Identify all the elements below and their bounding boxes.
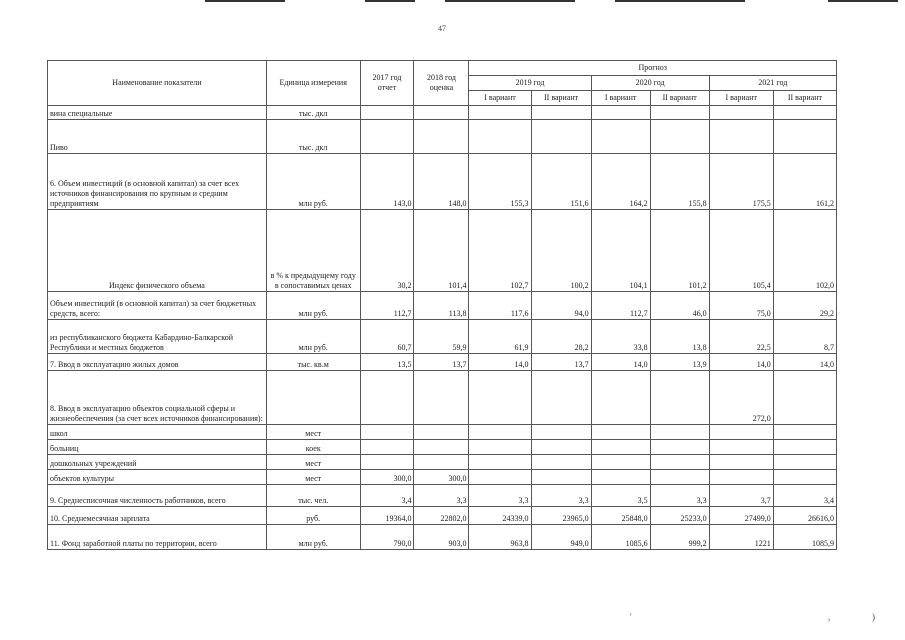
header-2020-variant-1: I вариант — [591, 91, 650, 106]
value-cell — [360, 106, 414, 120]
value-cell — [469, 455, 531, 470]
indicator-name: Объем инвестиций (в основной капитал) за счет бюджетных средств, всего: — [48, 292, 267, 320]
value-cell: 13,7 — [531, 354, 591, 371]
indicator-name: вина специальные — [48, 106, 267, 120]
value-cell: 101,4 — [414, 210, 469, 292]
value-cell: 999,2 — [650, 525, 709, 550]
unit-cell: млн руб. — [266, 154, 360, 210]
value-cell: 155,8 — [650, 154, 709, 210]
value-cell — [773, 440, 836, 455]
value-cell — [469, 440, 531, 455]
header-2020-variant-2: II вариант — [650, 91, 709, 106]
table-row — [48, 525, 837, 550]
table-body — [48, 106, 837, 550]
unit-cell: мест — [266, 455, 360, 470]
value-cell — [360, 120, 414, 154]
value-cell: 13,7 — [414, 354, 469, 371]
table-row — [48, 455, 837, 470]
value-cell — [531, 106, 591, 120]
header-2019: 2019 год — [469, 76, 591, 91]
value-cell: 27499,0 — [709, 507, 773, 525]
table-row — [48, 425, 837, 440]
value-cell: 105,4 — [709, 210, 773, 292]
unit-cell: тыс. чел. — [266, 485, 360, 507]
value-cell: 94,0 — [531, 292, 591, 320]
table-row — [48, 354, 837, 371]
value-cell — [773, 106, 836, 120]
value-cell: 3,3 — [650, 485, 709, 507]
unit-cell: тыс. дкл — [266, 120, 360, 154]
scan-top-line — [365, 0, 415, 2]
value-cell — [650, 120, 709, 154]
unit-cell: тыс. кв.м — [266, 354, 360, 371]
unit-cell — [266, 371, 360, 425]
value-cell: 1221 — [709, 525, 773, 550]
value-cell: 13,8 — [650, 320, 709, 354]
value-cell: 19364,0 — [360, 507, 414, 525]
indicator-name: Индекс физического объема — [48, 210, 267, 292]
indicator-name: Пиво — [48, 120, 267, 154]
value-cell — [773, 470, 836, 485]
value-cell — [591, 371, 650, 425]
value-cell: 75,0 — [709, 292, 773, 320]
value-cell — [531, 371, 591, 425]
value-cell: 60,7 — [360, 320, 414, 354]
value-cell: 3,4 — [360, 485, 414, 507]
value-cell: 25848,0 — [591, 507, 650, 525]
value-cell: 104,1 — [591, 210, 650, 292]
value-cell: 3,3 — [531, 485, 591, 507]
value-cell: 28,2 — [531, 320, 591, 354]
value-cell: 14,0 — [469, 354, 531, 371]
value-cell: 155,3 — [469, 154, 531, 210]
header-2021: 2021 год — [709, 76, 836, 91]
value-cell: 22802,0 — [414, 507, 469, 525]
unit-cell: млн руб. — [266, 292, 360, 320]
value-cell — [650, 106, 709, 120]
indicator-name: объектов культуры — [48, 470, 267, 485]
value-cell — [360, 440, 414, 455]
value-cell — [469, 425, 531, 440]
indicator-name: школ — [48, 425, 267, 440]
indicator-name: 11. Фонд заработной платы по территории, всего — [48, 525, 267, 550]
value-cell: 3,5 — [591, 485, 650, 507]
scan-top-line — [205, 0, 285, 2]
page-number: 47 — [438, 24, 446, 33]
unit-cell: млн руб. — [266, 320, 360, 354]
value-cell: 112,7 — [591, 292, 650, 320]
unit-cell: млн руб. — [266, 525, 360, 550]
scan-top-line — [615, 0, 745, 2]
value-cell — [650, 455, 709, 470]
forecast-table — [47, 60, 837, 550]
value-cell: 59,9 — [414, 320, 469, 354]
value-cell — [650, 440, 709, 455]
header-2019-variant-1: I вариант — [469, 91, 531, 106]
value-cell — [414, 425, 469, 440]
value-cell: 100,2 — [531, 210, 591, 292]
value-cell: 3,7 — [709, 485, 773, 507]
value-cell: 46,0 — [650, 292, 709, 320]
header-forecast: Прогноз — [469, 61, 837, 76]
unit-cell: тыс. дкл — [266, 106, 360, 120]
table-row — [48, 106, 837, 120]
value-cell: 14,0 — [709, 354, 773, 371]
scan-mark: , — [828, 612, 831, 622]
value-cell — [650, 470, 709, 485]
value-cell — [591, 425, 650, 440]
header-2017: 2017 год отчет — [360, 61, 414, 106]
value-cell: 101,2 — [650, 210, 709, 292]
table-row — [48, 210, 837, 292]
value-cell: 61,9 — [469, 320, 531, 354]
indicator-name: 6. Объем инвестиций (в основной капитал) за счет всех источников финансирования по крупным и средним предприятиям — [48, 154, 267, 210]
indicator-name: 7. Ввод в эксплуатацию жилых домов — [48, 354, 267, 371]
header-2021-variant-1: I вариант — [709, 91, 773, 106]
value-cell — [650, 425, 709, 440]
value-cell: 14,0 — [773, 354, 836, 371]
table-row — [48, 292, 837, 320]
value-cell — [773, 371, 836, 425]
value-cell — [709, 455, 773, 470]
scan-mark: ' — [630, 612, 632, 622]
table-row — [48, 507, 837, 525]
indicator-name: 8. Ввод в эксплуатацию объектов социальной сферы и жизнеобеспечения (за счет всех источников финансирования): — [48, 371, 267, 425]
value-cell — [531, 455, 591, 470]
value-cell — [709, 470, 773, 485]
value-cell: 3,3 — [469, 485, 531, 507]
value-cell: 30,2 — [360, 210, 414, 292]
table-row — [48, 154, 837, 210]
indicator-name: 10. Среднемесячная зарплата — [48, 507, 267, 525]
value-cell — [360, 371, 414, 425]
value-cell: 13,9 — [650, 354, 709, 371]
value-cell: 25233,0 — [650, 507, 709, 525]
value-cell — [650, 371, 709, 425]
value-cell — [591, 120, 650, 154]
scan-mark: ) — [872, 612, 875, 622]
value-cell: 300,0 — [414, 470, 469, 485]
indicator-name: дошкольных учреждений — [48, 455, 267, 470]
value-cell: 3,3 — [414, 485, 469, 507]
unit-cell: коек — [266, 440, 360, 455]
value-cell — [469, 120, 531, 154]
value-cell: 26616,0 — [773, 507, 836, 525]
value-cell — [531, 470, 591, 485]
table-row — [48, 470, 837, 485]
value-cell — [709, 106, 773, 120]
header-unit: Единица измерения — [266, 61, 360, 106]
value-cell: 790,0 — [360, 525, 414, 550]
header-2021-variant-2: II вариант — [773, 91, 836, 106]
value-cell: 24339,0 — [469, 507, 531, 525]
table-row — [48, 120, 837, 154]
value-cell: 949,0 — [531, 525, 591, 550]
value-cell: 112,7 — [360, 292, 414, 320]
unit-cell: в % к предыдущему году в сопоставимых ценах — [266, 210, 360, 292]
value-cell: 22,5 — [709, 320, 773, 354]
value-cell: 13,5 — [360, 354, 414, 371]
value-cell — [591, 470, 650, 485]
value-cell: 963,8 — [469, 525, 531, 550]
table-row — [48, 485, 837, 507]
value-cell: 8,7 — [773, 320, 836, 354]
value-cell: 148,0 — [414, 154, 469, 210]
indicator-name: из республиканского бюджета Кабардино-Балкарской Республики и местных бюджетов — [48, 320, 267, 354]
value-cell — [469, 371, 531, 425]
value-cell — [591, 106, 650, 120]
value-cell: 113,8 — [414, 292, 469, 320]
value-cell — [414, 455, 469, 470]
indicator-name: 9. Среднесписочная численность работников, всего — [48, 485, 267, 507]
value-cell: 1085,6 — [591, 525, 650, 550]
value-cell: 903,0 — [414, 525, 469, 550]
value-cell — [773, 455, 836, 470]
value-cell: 23965,0 — [531, 507, 591, 525]
value-cell: 175,5 — [709, 154, 773, 210]
value-cell — [414, 106, 469, 120]
value-cell: 117,6 — [469, 292, 531, 320]
header-2020: 2020 год — [591, 76, 709, 91]
scan-top-line — [445, 0, 575, 2]
value-cell — [591, 440, 650, 455]
table-row — [48, 440, 837, 455]
value-cell: 14,0 — [591, 354, 650, 371]
value-cell: 3,4 — [773, 485, 836, 507]
value-cell: 164,2 — [591, 154, 650, 210]
unit-cell: руб. — [266, 507, 360, 525]
header-2018: 2018 год оценка — [414, 61, 469, 106]
value-cell — [773, 120, 836, 154]
value-cell — [531, 120, 591, 154]
value-cell — [469, 106, 531, 120]
value-cell: 300,0 — [360, 470, 414, 485]
value-cell — [591, 455, 650, 470]
header-name: Наименование показатели — [48, 61, 267, 106]
value-cell — [414, 371, 469, 425]
value-cell — [414, 440, 469, 455]
unit-cell: мест — [266, 425, 360, 440]
value-cell — [773, 425, 836, 440]
unit-cell: мест — [266, 470, 360, 485]
value-cell: 102,0 — [773, 210, 836, 292]
value-cell — [360, 455, 414, 470]
scan-top-line — [828, 0, 898, 2]
value-cell — [709, 120, 773, 154]
value-cell — [414, 120, 469, 154]
value-cell: 151,6 — [531, 154, 591, 210]
header-2019-variant-2: II вариант — [531, 91, 591, 106]
value-cell: 33,8 — [591, 320, 650, 354]
table-row — [48, 320, 837, 354]
value-cell: 272,0 — [709, 371, 773, 425]
value-cell: 161,2 — [773, 154, 836, 210]
value-cell — [709, 425, 773, 440]
indicator-name: больниц — [48, 440, 267, 455]
value-cell — [709, 440, 773, 455]
value-cell — [531, 425, 591, 440]
value-cell: 29,2 — [773, 292, 836, 320]
value-cell: 102,7 — [469, 210, 531, 292]
value-cell: 1085,9 — [773, 525, 836, 550]
value-cell: 143,0 — [360, 154, 414, 210]
value-cell — [531, 440, 591, 455]
value-cell — [469, 470, 531, 485]
value-cell — [360, 425, 414, 440]
table-row — [48, 371, 837, 425]
